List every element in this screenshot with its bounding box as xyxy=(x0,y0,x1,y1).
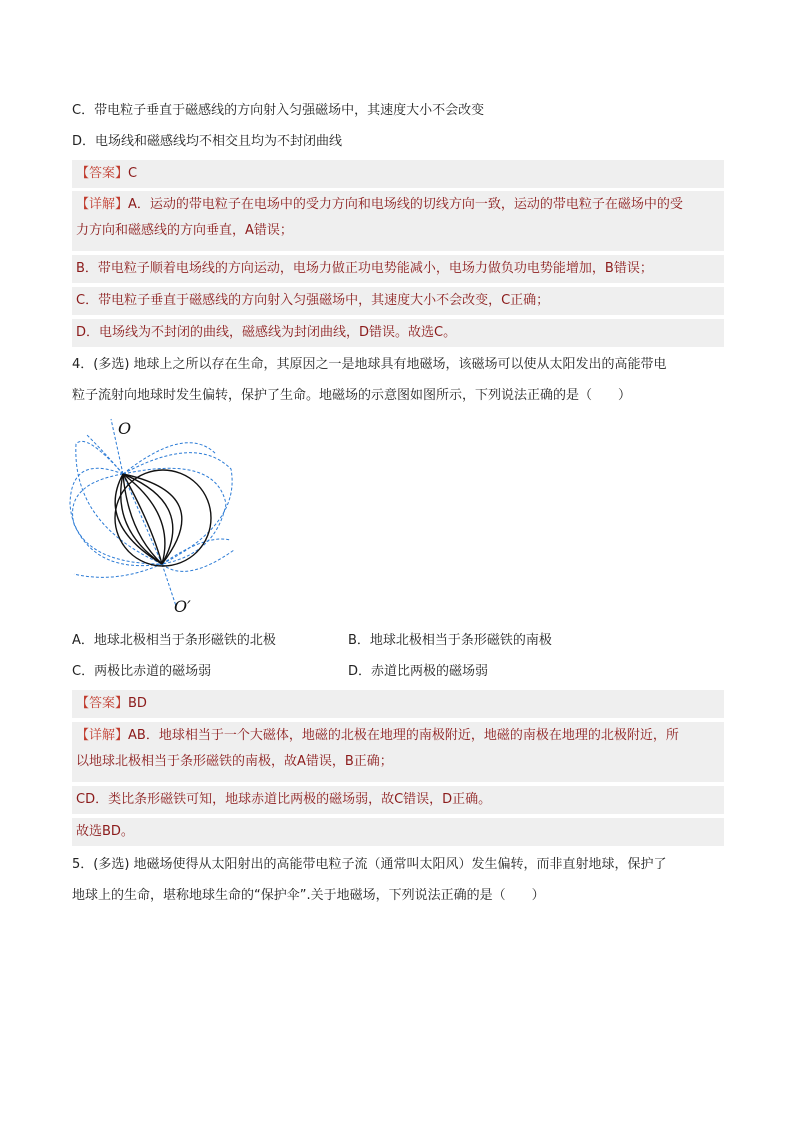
q3-detail-c: C．带电粒子垂直于磁感线的方向射入匀强磁场中，其速度大小不会改变，C正确； xyxy=(72,287,724,315)
detail-text: 力方向和磁感线的方向垂直，A错误； xyxy=(76,223,293,238)
q3-detail-b: B．带电粒子顺着电场线的方向运动，电场力做正功电势能减小，电场力做负功电势能增加，B错误； xyxy=(72,255,724,283)
answer-value: BD xyxy=(128,696,147,711)
q3-answer-block xyxy=(72,160,724,188)
detail-line xyxy=(76,726,718,746)
q4-stem-line-1: 4．(多选) 地球上之所以存在生命，其原因之一是地球具有地磁场，该磁场可以使从太阳发出的高能带电 xyxy=(72,357,667,372)
field-lines xyxy=(70,419,234,606)
detail-text: 以地球北极相当于条形磁铁的南极，故A错误，B正确； xyxy=(76,754,393,769)
detail-text: AB．地球相当于一个大磁体，地磁的北极在地理的南极附近，地磁的南极在地理的北极附近，所 xyxy=(128,728,679,743)
label-o-prime: O′ xyxy=(174,597,191,614)
detail-tag: 【详解】 xyxy=(76,197,129,212)
q5-stem-line-1: 5．(多选) 地磁场使得从太阳射出的高能带电粒子流（通常叫太阳风）发生偏转，而非直射地球，保护了 xyxy=(72,857,667,872)
q4-option-d: D．赤道比两极的磁场弱 xyxy=(348,664,489,679)
answer-tag: 【答案】 xyxy=(76,696,129,711)
answer-value: C xyxy=(128,166,138,181)
q4-conclusion: 故选BD。 xyxy=(72,818,724,846)
detail-line xyxy=(76,195,718,215)
label-o: O xyxy=(118,419,132,438)
q4-detail-block xyxy=(72,722,724,782)
q5-stem-line-2: 地球上的生命，堪称地球生命的“保护伞”.关于地磁场，下列说法正确的是（ ） xyxy=(72,888,545,903)
q3-option-c: C．带电粒子垂直于磁感线的方向射入匀强磁场中，其速度大小不会改变 xyxy=(72,103,485,118)
q4-option-c: C．两极比赤道的磁场弱 xyxy=(72,664,212,679)
q4-option-a: A．地球北极相当于条形磁铁的北极 xyxy=(72,633,276,648)
q4-answer-block xyxy=(72,690,724,718)
geomagnetic-field-figure xyxy=(66,414,242,614)
q4-option-b: B．地球北极相当于条形磁铁的南极 xyxy=(348,633,552,648)
globe xyxy=(115,470,211,566)
q4-detail-cd: CD．类比条形磁铁可知，地球赤道比两极的磁场弱，故C错误，D正确。 xyxy=(72,786,724,814)
q3-detail-d: D．电场线为不封闭的曲线，磁感线为封闭曲线，D错误。故选C。 xyxy=(72,319,724,347)
detail-text: A．运动的带电粒子在电场中的受力方向和电场线的切线方向一致，运动的带电粒子在磁场中的受 xyxy=(128,197,683,212)
q3-detail-block xyxy=(72,191,724,251)
detail-tag: 【详解】 xyxy=(76,728,129,743)
q3-option-d: D．电场线和磁感线均不相交且均为不封闭曲线 xyxy=(72,134,343,149)
answer-tag: 【答案】 xyxy=(76,166,129,181)
q4-stem-line-2: 粒子流射向地球时发生偏转，保护了生命。地磁场的示意图如图所示，下列说法正确的是（ ） xyxy=(72,388,632,403)
